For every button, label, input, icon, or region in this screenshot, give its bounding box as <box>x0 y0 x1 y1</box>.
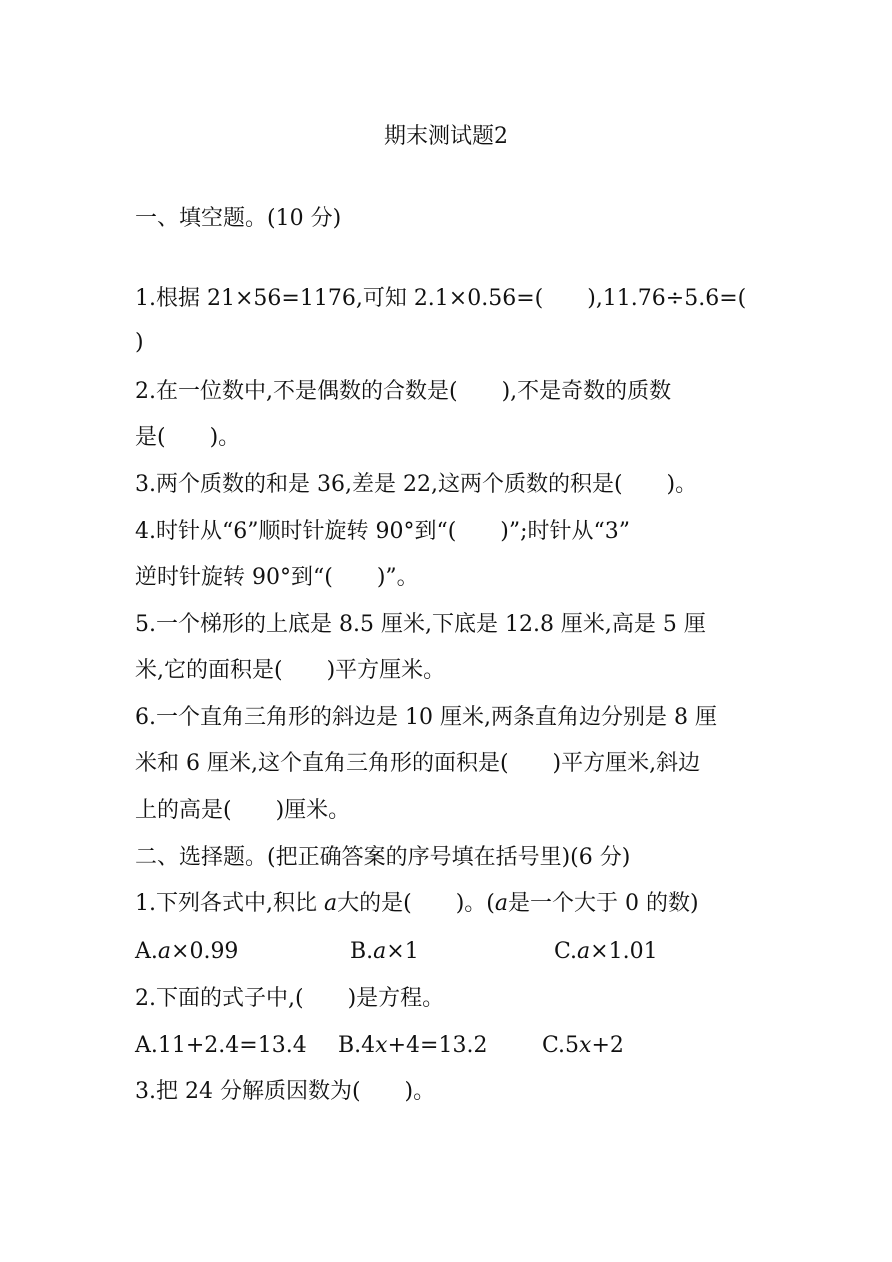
s2-q2-option-c <box>542 1031 624 1061</box>
s1-q6-line2: 米和 6 厘米,这个直角三角形的面积是( )平方厘米,斜边 <box>135 751 701 776</box>
section2-heading: 二、选择题。(把正确答案的序号填在括号里)(6 分) <box>135 845 631 870</box>
s2-q1-var-a2: a <box>494 891 508 916</box>
s1-q1-line1: 1.根据 21×56=1176,可知 2.1×0.56=( ),11.76÷5.6=( <box>135 286 747 311</box>
option-expr: ×1 <box>386 939 419 964</box>
s2-q1-text-part2: 大的是( )。( <box>337 891 495 916</box>
s2-q1-var-a: a <box>323 891 338 916</box>
s2-q1-option-c <box>554 937 658 967</box>
s1-q4-line1: 4.时针从“6”顺时针旋转 90°到“( )”;时针从“3” <box>135 519 631 544</box>
s1-q6-line1: 6.一个直角三角形的斜边是 10 厘米,两条直角边分别是 8 厘 <box>135 705 717 730</box>
option-var: x <box>579 1033 592 1058</box>
option-label: B. <box>350 939 374 964</box>
option-expr: ×0.99 <box>171 939 239 964</box>
s1-q2-line2: 是( )。 <box>135 425 241 450</box>
s1-q6-line3: 上的高是( )厘米。 <box>135 798 351 823</box>
s2-q3-text: 3.把 24 分解质因数为( )。 <box>135 1079 436 1104</box>
option-label: C. <box>554 939 578 964</box>
s2-q1-text <box>135 889 775 919</box>
s2-q2-option-a: A.11+2.4=13.4 <box>135 1033 307 1058</box>
s1-q2-line1: 2.在一位数中,不是偶数的合数是( ),不是奇数的质数 <box>135 379 672 404</box>
s2-q2-option-b <box>338 1031 487 1061</box>
option-label: B.4 <box>338 1033 376 1058</box>
option-expr: +2 <box>591 1033 624 1058</box>
s2-q1-option-b <box>350 937 419 967</box>
s1-q1-line2: ) <box>135 330 144 355</box>
page-title: 期末测试题2 <box>384 124 508 149</box>
option-var: x <box>375 1033 388 1058</box>
option-var: a <box>373 939 387 964</box>
s1-q3-line1: 3.两个质数的和是 36,差是 22,这两个质数的积是( )。 <box>135 472 698 497</box>
s2-q1-text-part1: 1.下列各式中,积比 <box>135 891 324 916</box>
section1-heading: 一、填空题。(10 分) <box>135 206 342 231</box>
option-label: A. <box>135 939 158 964</box>
option-expr: +4=13.2 <box>387 1033 488 1058</box>
option-expr: ×1.01 <box>590 939 658 964</box>
s2-q1-option-a <box>135 937 238 967</box>
option-var: a <box>157 939 172 964</box>
option-label: C.5 <box>542 1033 580 1058</box>
s2-q1-text-part3: 是一个大于 0 的数) <box>507 891 699 916</box>
s2-q2-text: 2.下面的式子中,( )是方程。 <box>135 986 445 1011</box>
s1-q5-line1: 5.一个梯形的上底是 8.5 厘米,下底是 12.8 厘米,高是 5 厘 <box>135 612 706 637</box>
option-var: a <box>577 939 591 964</box>
s1-q4-line2: 逆时针旋转 90°到“( )”。 <box>135 565 419 590</box>
s1-q5-line2: 米,它的面积是( )平方厘米。 <box>135 658 446 683</box>
